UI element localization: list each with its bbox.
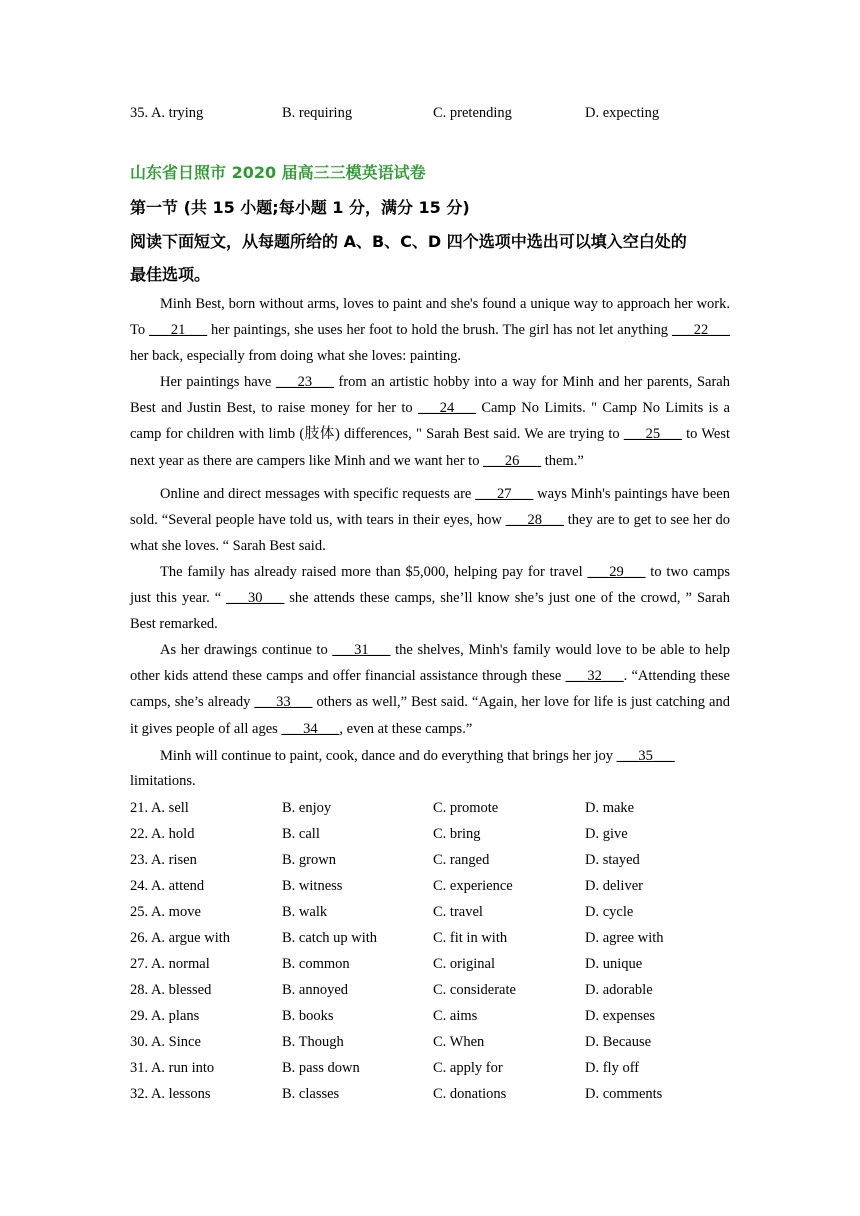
paragraph-6: Minh will continue to paint, cook, dance and do everything that brings her joy ___35___ — [160, 748, 675, 764]
option-row: 26. A. argue with B. catch up with C. fit in with D. agree with — [130, 930, 664, 946]
blank-26: ___26___ — [483, 452, 542, 469]
blank-27: ___27___ — [475, 486, 534, 502]
paragraph-2: Her paintings have ___23___ from an artistic hobby into a way for Minh and her parents, Sarah Best and Justin Best, to raise money for her to ___24___ Camp No Limits. " Camp No Limits is a camp for children with limb (肢体) differences, " Sarah Best said. We are trying to ___25___ to West next year as there are campers like Minh and we want her to ___26___ them.” — [130, 374, 730, 469]
exam-title: 山东省日照市 2020 届高三三模英语试卷 — [130, 163, 426, 182]
blank-25: ___25___ — [623, 426, 682, 443]
paragraph-1: Minh Best, born without arms, loves to paint and she's found a unique way to approach her work. To ___21___ her paintings, she uses her foot to hold the brush. The girl has not let anything ___22___ her back, especially from doing what she loves: painting. — [130, 296, 730, 365]
option-row: 31. A. run into B. pass down C. apply for D. fly off — [130, 1060, 640, 1076]
instruction-line-2: 最佳选项。 — [130, 265, 211, 284]
blank-21: ___21___ — [149, 322, 208, 339]
section-heading: 第一节 (共 15 小题;每小题 1 分，满分 15 分) — [130, 198, 470, 217]
option-row: 29. A. plans B. books C. aims D. expenses — [130, 1008, 656, 1024]
blank-24: ___24___ — [418, 400, 476, 417]
option-c: C. pretending — [433, 105, 512, 121]
option-b: B. requiring — [282, 105, 353, 121]
paragraph-4: The family has already raised more than $5,000, helping pay for travel ___29___ to two camps just this year. “ ___30___ she attends these camps, she’ll know she’s just one of the crowd, ” Sarah Best remarked. — [130, 564, 731, 633]
blank-34: ___34___ — [281, 720, 340, 737]
option-row: 30. A. Since B. Though C. When D. Because — [130, 1034, 652, 1050]
option-row: 28. A. blessed B. annoyed C. considerate D. adorable — [130, 982, 653, 998]
blank-35: ___35___ — [616, 748, 675, 764]
blank-30: ___30___ — [226, 590, 285, 607]
blank-33: ___33___ — [254, 694, 313, 711]
blank-32: ___32___ — [565, 668, 624, 685]
option-row: 32. A. lessons B. classes C. donations D. comments — [130, 1086, 663, 1102]
blank-22: ___22___ — [672, 322, 730, 339]
option-row: 21. A. sell B. enjoy C. promote D. make — [130, 800, 635, 816]
paragraph-5: As her drawings continue to ___31___ the shelves, Minh's family would love to be able to help other kids attend these camps and offer financial assistance through these ___32___. “Attending these camps, she’s already ___33___ others as well,” Best said. “Again, her love for life is just catching and it gives people of all ages ___34___, even at these camps.” — [130, 642, 731, 737]
option-row: 24. A. attend B. witness C. experience D. deliver — [130, 878, 643, 894]
blank-28: ___28___ — [505, 512, 564, 529]
blank-29: ___29___ — [587, 564, 646, 580]
instruction-line-1: 阅读下面短文，从每题所给的 A、B、C、D 四个选项中选出可以填入空白处的 — [130, 232, 687, 251]
option-row: 25. A. move B. walk C. travel D. cycle — [130, 904, 634, 920]
option-d: D. expecting — [585, 105, 660, 121]
option-row-35 — [130, 102, 730, 124]
option-row: 22. A. hold B. call C. bring D. give — [130, 826, 628, 842]
paragraph-3: Online and direct messages with specific requests are ___27___ ways Minh's paintings have been sold. “Several people have told us, with tears in their eyes, how ___28___ they are to get to see her do what she loves. “ Sarah Best said. — [130, 486, 731, 555]
blank-23: ___23___ — [275, 374, 334, 390]
blank-31: ___31___ — [332, 642, 391, 658]
option-row: 23. A. risen B. grown C. ranged D. stayed — [130, 852, 640, 868]
paragraph-6-end: limitations. — [130, 773, 196, 789]
option-a: 35. A. trying — [130, 105, 204, 121]
option-row: 27. A. normal B. common C. original D. unique — [130, 956, 643, 972]
